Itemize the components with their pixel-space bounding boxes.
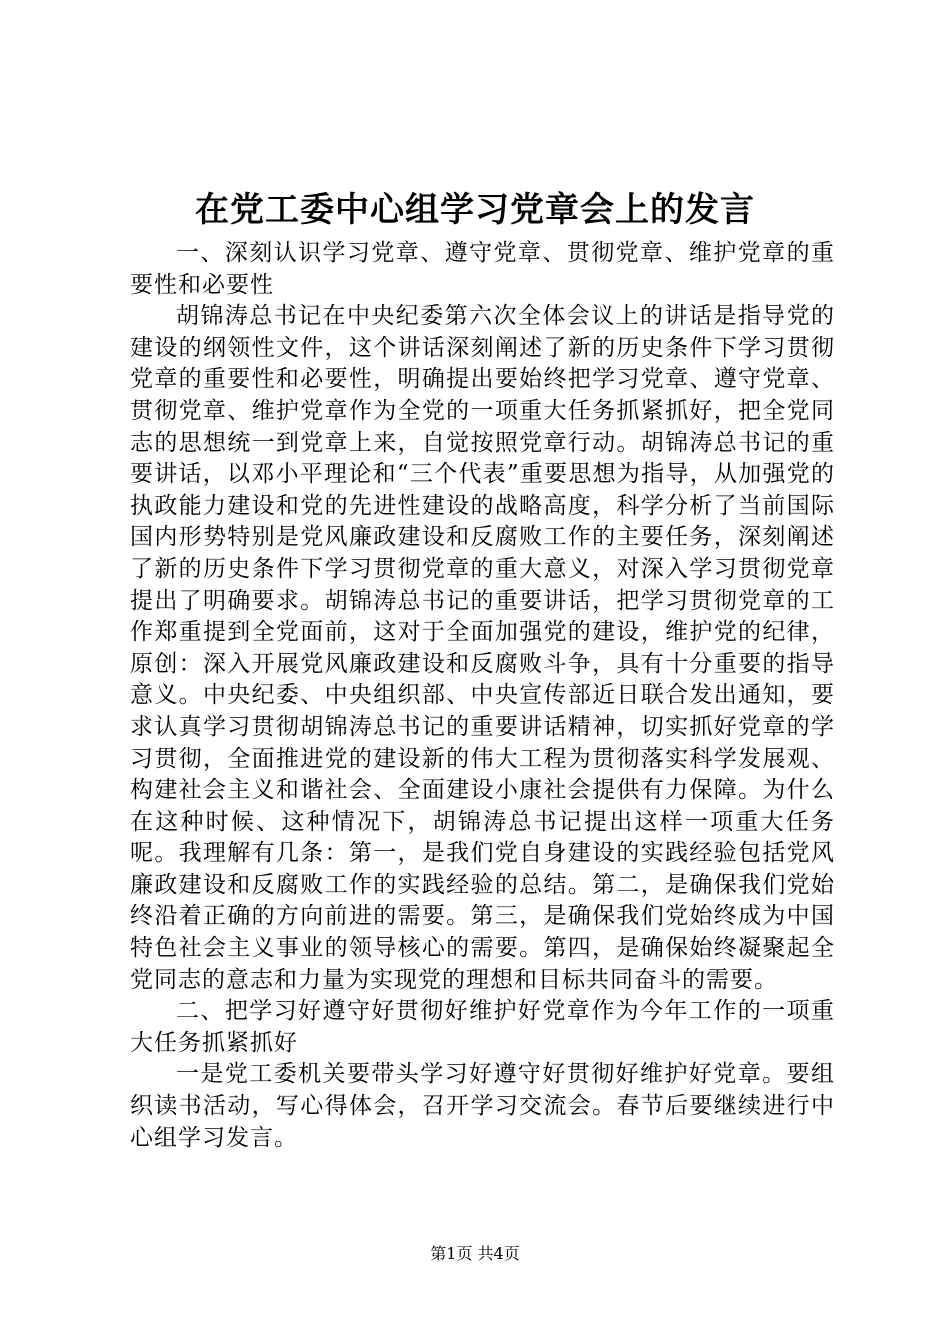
page-footer: 第1页 共4页 — [430, 1244, 520, 1263]
section-heading-2: 二、把学习好遵守好贯彻好维护好党章作为今年工作的一项重大任务抓紧抓好 — [130, 998, 835, 1056]
document-title: 在党工委中心组学习党章会上的发言 — [195, 190, 755, 230]
body-paragraph-2: 一是党工委机关要带头学习好遵守好贯彻好维护好党章。要组织读书活动，写心得体会，召开学习交流会。春节后要继续进行中心组学习发言。 — [130, 1061, 835, 1151]
document-body — [130, 238, 835, 1154]
section-heading-1: 一、深刻认识学习党章、遵守党章、贯彻党章、维护党章的重要性和必要性 — [130, 240, 835, 298]
body-paragraph-1: 胡锦涛总书记在中央纪委第六次全体会议上的讲话是指导党的建设的纲领性文件，这个讲话深刻阐述了新的历史条件下学习贯彻党章的重要性和必要性，明确提出要始终把学习党章、遵守党章、贯彻党章、维护党章作为全党的一项重大任务抓紧抓好，把全党同志的思想统一到党章上来，自觉按照党章行动。胡锦涛总书记的重要讲话，以邓小平理论和“三个代表”重要思想为指导，从加强党的执政能力建设和党的先进性建设的战略高度，科学分析了当前国际国内形势特别是党风廉政建设和反腐败工作的主要任务，深刻阐述了新的历史条件下学习贯彻党章的重大意义，对深入学习贯彻党章提出了明确要求。胡锦涛总书记的重要讲话，把学习贯彻党章的工作郑重提到全党面前，这对于全面加强党的建设，维护党的纪律，原创：深入开展党风廉政建设和反腐败斗争，具有十分重要的指导意义。中央纪委、中央组织部、中央宣传部近日联合发出通知，要求认真学习贯彻胡锦涛总书记的重要讲话精神，切实抓好党章的学习贯彻，全面推进党的建设新的伟大工程为贯彻落实科学发展观、构建社会主义和谐社会、全面建设小康社会提供有力保障。为什么在这种时候、这种情况下，胡锦涛总书记提出这样一项重大任务呢。我理解有几条：第一，是我们党自身建设的实践经验包括党风廉政建设和反腐败工作的实践经验的总结。第二，是确保我们党始终沿着正确的方向前进的需要。第三，是确保我们党始终成为中国特色社会主义事业的领导核心的需要。第四，是确保始终凝聚起全党同志的意志和力量为实现党的理想和目标共同奋斗的需要。 — [130, 303, 835, 993]
